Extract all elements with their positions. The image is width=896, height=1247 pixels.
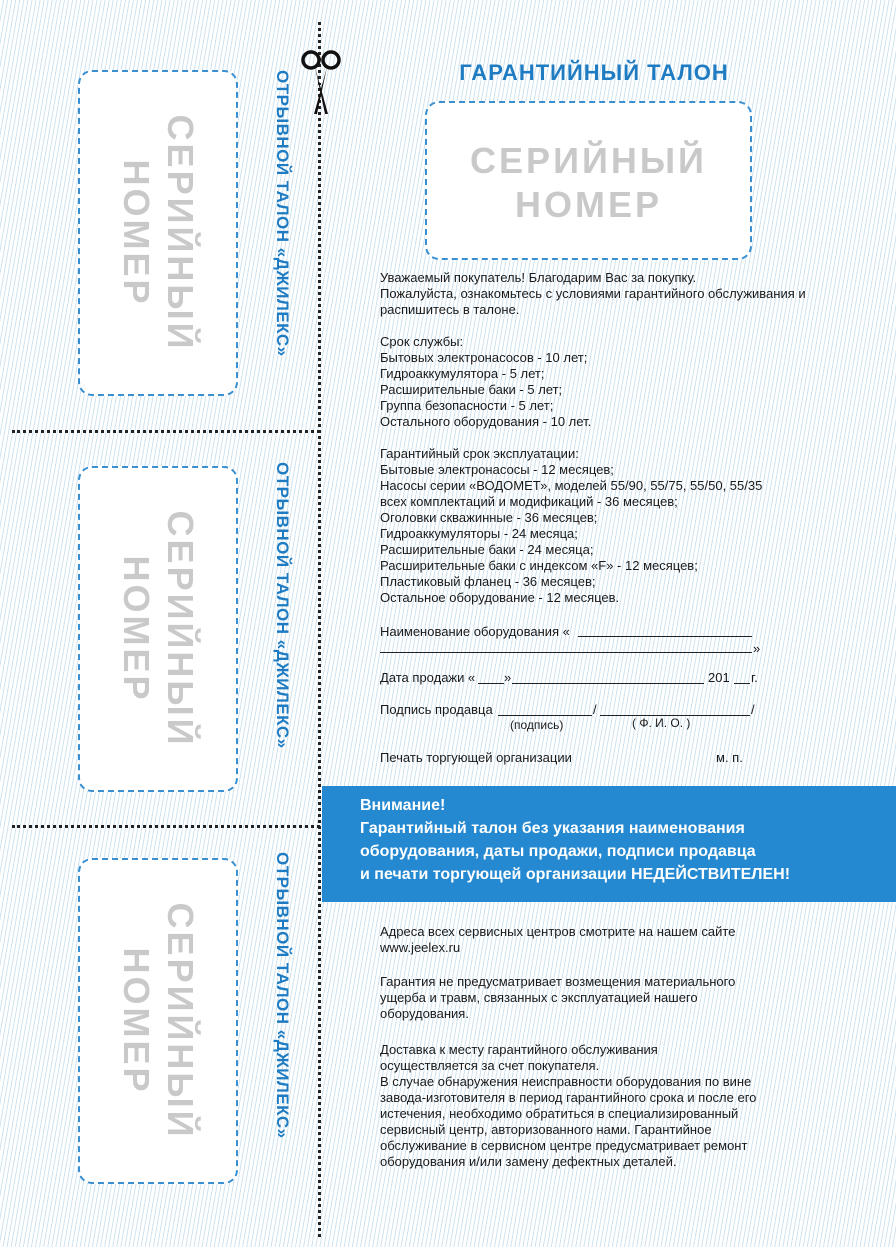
stub-serial-number-3: СЕРИЙНЫЙ НОМЕР (116, 902, 201, 1140)
equipment-close-quote: » (753, 641, 761, 656)
sale-year-field[interactable] (734, 683, 750, 684)
name-hint: ( Ф. И. О. ) (632, 716, 691, 730)
warning-line: и печати торгующей организации НЕДЕЙСТВИТЕЛЕН! (360, 866, 791, 883)
serial-number-placeholder: СЕРИЙНЫЙ НОМЕР (470, 140, 707, 225)
delivery-note: Доставка к месту гарантийного обслуживания осуществляется за счет покупателя. В случае обнаружения неисправности оборудования по вине завода-изготовителя в период гарантийного срока и после его истечения, необходимо обратиться в специализированный сервисный центр, авторизованного нами. Гарантийное обслуживание в сервисном центре предусматривает ремонт оборудования и/или замену дефектных деталей. (380, 1042, 757, 1169)
sale-month-field[interactable] (512, 683, 704, 684)
stub-serial-box-1 (78, 70, 238, 396)
year-prefix: 201 (708, 670, 730, 685)
warning-line: оборудования, даты продажи, подписи продавца (360, 843, 756, 860)
horizontal-cut-line-2 (12, 825, 320, 828)
stamp-place: м. п. (716, 750, 743, 765)
vertical-cut-line (318, 22, 321, 1237)
intro-text: Уважаемый покупатель! Благодарим Вас за покупку. Пожалуйста, ознакомьтесь с условиями гарантийного обслуживания и распишитесь в талоне. (380, 270, 806, 317)
stub-serial-number-1: СЕРИЙНЫЙ НОМЕР (116, 114, 201, 352)
damage-note: Гарантия не предусматривает возмещения материального ущерба и травм, связанных с эксплуатацией нашего оборудования. (380, 974, 736, 1021)
scissors-icon (300, 48, 342, 118)
warning-heading: Внимание! (360, 797, 446, 814)
warranty-period-list: Гарантийный срок эксплуатации: Бытовые электронасосы - 12 месяцев; Насосы серии «ВОДОМЕТ», моделей 55/90, 55/75, 55/50, 55/35 всех комплектаций и модификаций - 36 месяцев; Оголовки скважинные - 36 месяцев; Гидроаккумуляторы - 24 месяца; Расширительные баки - 24 месяца; Расширительные баки с индексом «F» - 12 месяцев; Пластиковый фланец - 36 месяцев; Остальное оборудование - 12 месяцев. (380, 446, 763, 605)
equipment-label: Наименование оборудования « (380, 624, 570, 639)
equipment-name-field-line2[interactable] (380, 652, 752, 653)
service-centers-note: Адреса всех сервисных центров смотрите на нашем сайте www.jeelex.ru (380, 924, 736, 955)
signature-slash-1: / (593, 702, 597, 717)
stamp-label: Печать торгующей организации (380, 750, 572, 765)
horizontal-cut-line-1 (12, 430, 320, 433)
service-life-list: Срок службы: Бытовых электронасосов - 10 лет; Гидроаккумулятора - 5 лет; Расширительные баки - 5 лет; Группа безопасности - 5 лет; Остального оборудования - 10 лет. (380, 334, 592, 429)
sale-date-label: Дата продажи « (380, 670, 476, 685)
equipment-name-field[interactable] (578, 636, 752, 637)
seller-signature-field[interactable] (498, 715, 592, 716)
stub-serial-box-3 (78, 858, 238, 1184)
warning-line: Гарантийный талон без указания наименования (360, 820, 745, 837)
website-link[interactable]: www.jeelex.ru (380, 940, 461, 955)
signature-slash-2: / (751, 702, 755, 717)
sale-day-field[interactable] (478, 683, 504, 684)
serial-number-box (425, 101, 752, 260)
stub-serial-box-2 (78, 466, 238, 792)
sale-date-quote: » (504, 670, 512, 685)
year-suffix: г. (751, 670, 758, 685)
seller-signature-label: Подпись продавца (380, 702, 493, 717)
signature-hint: (подпись) (510, 718, 564, 732)
page-title: ГАРАНТИЙНЫЙ ТАЛОН (459, 60, 729, 85)
warning-banner (322, 786, 896, 902)
stub-serial-number-2: СЕРИЙНЫЙ НОМЕР (116, 510, 201, 748)
